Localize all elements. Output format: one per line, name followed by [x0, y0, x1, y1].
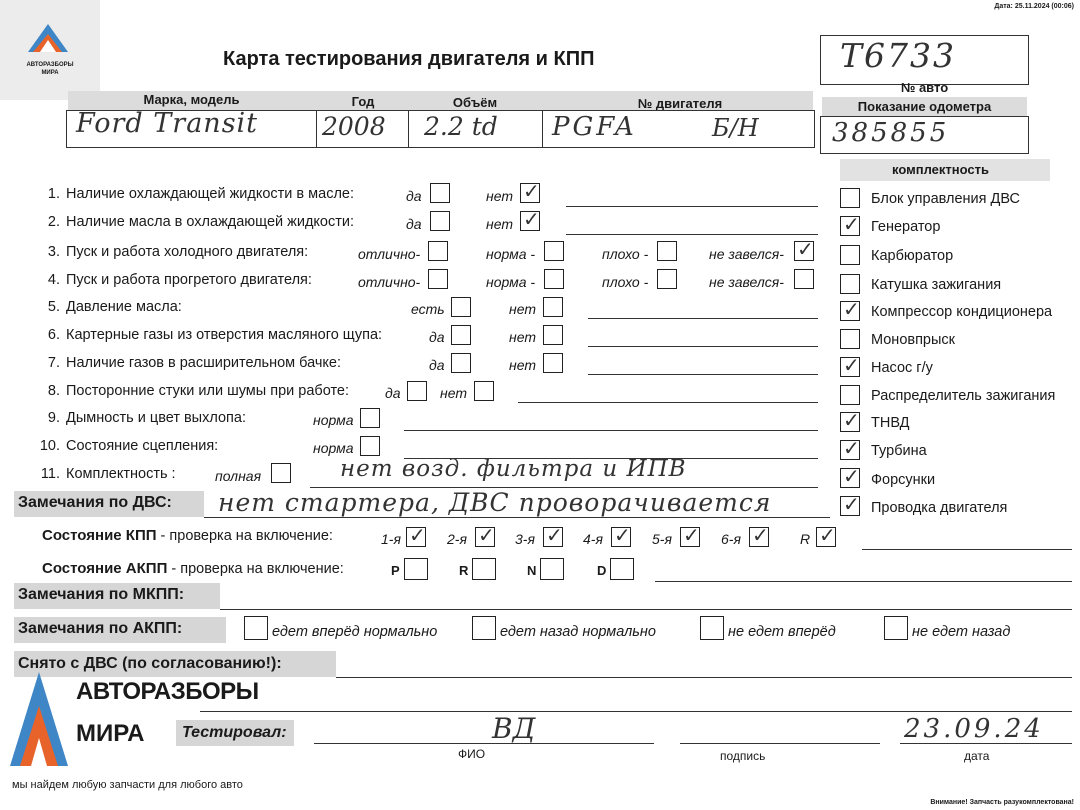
check-7-yes-box[interactable]	[451, 353, 471, 373]
auto-pos-label: N	[527, 563, 537, 578]
check-8-no-box[interactable]	[474, 381, 494, 401]
check-row-2	[36, 214, 354, 230]
engine-remarks-label: Замечания по ДВС:	[18, 494, 172, 511]
checkmark-icon: ✓	[523, 207, 540, 231]
akpp-forward-ok-box[interactable]	[244, 616, 268, 640]
component-label: ТНВД	[871, 415, 910, 431]
check-num: 4.	[47, 272, 60, 288]
check-row-5	[36, 299, 182, 315]
col-sep-3	[542, 110, 543, 148]
check-3-no-start-box[interactable]	[794, 237, 814, 261]
option-label: нет	[486, 216, 513, 232]
check-4-normal-box[interactable]	[544, 269, 564, 289]
check-row-11	[36, 466, 176, 482]
checkmark-icon: ✓	[843, 212, 860, 236]
check-text: Наличие охлаждающей жидкости в масле:	[66, 186, 354, 202]
col-sep-1	[316, 110, 317, 148]
volume-label: Объём	[452, 95, 498, 110]
option-label: нет	[486, 188, 513, 204]
removed-label: Снято с ДВС (по согласованию!):	[18, 655, 282, 672]
component-label: Проводка двигателя	[871, 500, 1008, 516]
check-2-no-box[interactable]	[520, 207, 540, 231]
check-1-no-box[interactable]	[520, 179, 540, 203]
option-label: нет	[509, 357, 536, 373]
akpp-option-label: едет назад нормально	[500, 624, 656, 640]
check-6-line	[588, 346, 818, 347]
signature-line	[680, 743, 880, 744]
check-8-yes-box[interactable]	[407, 381, 427, 401]
option-label: да	[429, 357, 445, 373]
completeness-label: комплектность	[892, 162, 989, 177]
component-box[interactable]	[840, 188, 860, 208]
page-title: Карта тестирования двигателя и КПП	[223, 48, 595, 70]
blank-line	[200, 711, 1072, 712]
component-label: Моновпрыск	[871, 332, 956, 348]
checkmark-icon: ✓	[797, 237, 814, 261]
akpp-option-label: не едет вперёд	[728, 624, 836, 640]
check-num: 1.	[47, 186, 60, 202]
check-num: 9.	[47, 410, 60, 426]
component-box[interactable]	[840, 212, 860, 236]
check-num: 7.	[47, 355, 60, 371]
check-text: Картерные газы из отверстия масляного щупа:	[66, 327, 383, 343]
option-label: есть	[411, 301, 445, 317]
akpp-no-backward-box[interactable]	[884, 616, 908, 640]
option-label: норма	[313, 412, 354, 428]
brand-line2: МИРА	[76, 720, 145, 747]
manual-gearbox-line	[862, 549, 1072, 550]
export-date: Дата: 25.11.2024 (00:06)	[994, 3, 1074, 10]
check-text: Пуск и работа прогретого двигателя:	[66, 272, 312, 288]
checkmark-icon: ✓	[843, 408, 860, 432]
component-box[interactable]	[840, 329, 860, 349]
removed-line	[336, 677, 1072, 678]
check-text: Посторонние стуки или шумы при работе:	[66, 383, 350, 399]
component-box[interactable]	[840, 274, 860, 294]
check-text: Наличие масла в охлаждающей жидкости:	[66, 214, 354, 230]
component-box[interactable]	[840, 436, 860, 460]
auto-gearbox-label	[42, 560, 344, 577]
option-label: отлично-	[358, 246, 421, 262]
auto-pos-label: R	[459, 563, 469, 578]
brand-logo-icon	[4, 666, 74, 770]
check-7-no-box[interactable]	[543, 353, 563, 373]
check-num: 5.	[47, 299, 60, 315]
component-box[interactable]	[840, 385, 860, 405]
year-label: Год	[351, 94, 375, 109]
gear-label: 3-я	[515, 531, 535, 547]
gear-box[interactable]	[475, 523, 495, 547]
check-10-normal-box[interactable]	[360, 436, 380, 456]
auto-pos-box[interactable]	[610, 558, 634, 580]
checkmark-icon: ✓	[752, 523, 769, 547]
component-label: Катушка зажигания	[871, 277, 1002, 293]
option-label: нет	[440, 385, 467, 401]
checkmark-icon: ✓	[843, 492, 860, 516]
auto-pos-label: P	[391, 563, 400, 578]
component-label: Распределитель зажигания	[871, 388, 1056, 404]
check-3-excellent-box[interactable]	[428, 241, 448, 261]
akpp-remarks-label: Замечания по АКПП:	[18, 620, 183, 637]
check-text: Наличие газов в расширительном бачке:	[66, 355, 342, 371]
component-box[interactable]	[840, 297, 860, 321]
option-label: да	[429, 329, 445, 345]
logo-small-icon	[0, 0, 100, 100]
gear-label: R	[800, 531, 811, 547]
option-label: да	[406, 216, 422, 232]
brand-line1: АВТОРАЗБОРЫ	[76, 678, 259, 705]
tested-fio-value: ВД	[492, 712, 536, 745]
gear-label: 1-я	[381, 531, 401, 547]
brand-slogan: мы найдем любую запчасти для любого авто	[12, 779, 243, 791]
odometer-value: 385855	[832, 118, 950, 148]
check-row-8	[36, 383, 349, 399]
akpp-option-label: не едет назад	[912, 624, 1011, 640]
check-num: 3.	[47, 244, 60, 260]
check-num: 8.	[47, 383, 60, 399]
check-row-9	[36, 410, 246, 426]
check-3-normal-box[interactable]	[544, 241, 564, 261]
volume-value: 2.2 td	[424, 112, 498, 141]
check-text: Дымность и цвет выхлопа:	[66, 410, 246, 426]
check-6-no-box[interactable]	[543, 325, 563, 345]
col-sep-2	[408, 110, 409, 148]
checkmark-icon: ✓	[843, 464, 860, 488]
component-label: Турбина	[871, 443, 927, 459]
check-2-yes-box[interactable]	[430, 211, 450, 231]
check-row-1	[36, 186, 354, 202]
check-num: 11.	[40, 466, 60, 482]
check-row-4	[36, 272, 312, 288]
gear-box[interactable]	[543, 523, 563, 547]
checkmark-icon: ✓	[819, 523, 836, 547]
mkpp-remarks-label: Замечания по МКПП:	[18, 586, 185, 603]
option-label: плохо -	[602, 274, 649, 290]
check-1-line	[566, 206, 818, 207]
engine-remarks-line	[204, 517, 830, 518]
checkmark-icon: ✓	[843, 436, 860, 460]
check-5-yes-box[interactable]	[451, 297, 471, 317]
check-3-bad-box[interactable]	[657, 241, 677, 261]
option-label: не завелся-	[709, 274, 784, 290]
checkmark-icon: ✓	[409, 523, 426, 547]
option-label: да	[406, 188, 422, 204]
year-value: 2008	[322, 112, 386, 141]
option-label: плохо -	[602, 246, 649, 262]
check-9-line	[404, 430, 818, 431]
check-7-line	[588, 374, 818, 375]
auto-gearbox-line	[655, 581, 1072, 582]
check-text: Комплектность :	[66, 466, 176, 482]
check-4-bad-box[interactable]	[657, 269, 677, 289]
auto-pos-box[interactable]	[472, 558, 496, 580]
check-row-10	[36, 438, 218, 454]
component-box[interactable]	[840, 245, 860, 265]
check-4-excellent-box[interactable]	[428, 269, 448, 289]
odometer-label: Показание одометра	[857, 99, 992, 114]
fio-caption: ФИО	[458, 747, 486, 761]
gear-box[interactable]	[749, 523, 769, 547]
check-9-normal-box[interactable]	[360, 408, 380, 428]
logo-small-line1: АВТОРАЗБОРЫ	[26, 62, 74, 68]
check-5-no-box[interactable]	[543, 297, 563, 317]
component-box[interactable]	[840, 464, 860, 488]
check-text: Состояние сцепления:	[66, 438, 219, 454]
check-text: Давление масла:	[66, 299, 182, 315]
option-label: норма	[313, 440, 354, 456]
logo-small	[0, 0, 100, 100]
option-label: отлично-	[358, 274, 421, 290]
car-number-label: № авто	[900, 80, 949, 95]
fio-line	[314, 743, 654, 744]
component-label: Компрессор кондиционера	[871, 304, 1053, 320]
logo-small-line2: МИРА	[41, 70, 59, 76]
gear-box[interactable]	[816, 523, 836, 547]
check-8-line	[518, 402, 818, 403]
check-row-6	[36, 327, 382, 343]
option-label: нет	[509, 329, 536, 345]
signature-caption: подпись	[720, 749, 766, 763]
auto-gearbox-sub: - проверка на включение:	[167, 561, 344, 577]
engine-extra-value: Б/Н	[712, 114, 759, 142]
option-label: норма -	[486, 274, 536, 290]
check-5-line	[588, 318, 818, 319]
option-label: да	[385, 385, 401, 401]
component-label: Генератор	[871, 219, 941, 235]
manual-gearbox-label	[42, 527, 333, 544]
component-box[interactable]	[840, 492, 860, 516]
check-num: 10.	[39, 438, 60, 454]
auto-gearbox-title: Состояние АКПП	[42, 560, 168, 577]
check-2-line	[566, 234, 818, 235]
completeness-note: нет возд. фильтра и ИПВ	[340, 456, 687, 482]
make-model-value: Ford Transit	[76, 108, 259, 139]
check-1-yes-box[interactable]	[430, 183, 450, 203]
gear-label: 4-я	[583, 531, 603, 547]
checkmark-icon: ✓	[843, 297, 860, 321]
auto-pos-box[interactable]	[404, 558, 428, 580]
akpp-backward-ok-box[interactable]	[472, 616, 496, 640]
engine-no-label: № двигателя	[637, 96, 723, 111]
check-6-yes-box[interactable]	[451, 325, 471, 345]
check-row-7	[36, 355, 341, 371]
gear-label: 2-я	[447, 531, 467, 547]
akpp-no-forward-box[interactable]	[700, 616, 724, 640]
make-model-label: Марка, модель	[143, 92, 240, 107]
component-label: Насос г/у	[871, 360, 933, 376]
option-label: норма -	[486, 246, 536, 262]
manual-gearbox-sub: - проверка на включение:	[156, 528, 333, 544]
gear-box[interactable]	[406, 523, 426, 547]
component-label: Форсунки	[871, 472, 936, 488]
checkmark-icon: ✓	[546, 523, 563, 547]
date-line	[900, 743, 1072, 744]
option-label: не завелся-	[709, 246, 784, 262]
check-num: 2.	[47, 214, 60, 230]
check-4-no-start-box[interactable]	[794, 269, 814, 289]
auto-pos-label: D	[597, 563, 607, 578]
option-label: нет	[509, 301, 536, 317]
gear-label: 6-я	[721, 531, 741, 547]
checkmark-icon: ✓	[614, 523, 631, 547]
component-label: Карбюратор	[871, 248, 954, 264]
component-box[interactable]	[840, 353, 860, 377]
check-text: Пуск и работа холодного двигателя:	[66, 244, 309, 260]
footer-note: Внимание! Запчасть разукомплектована!	[930, 799, 1074, 806]
engine-remarks-value: нет стартера, ДВС проворачивается	[218, 488, 772, 517]
car-number-value: T6733	[840, 36, 956, 75]
tested-label: Тестировал:	[182, 724, 287, 741]
manual-gearbox-title: Состояние КПП	[42, 527, 157, 544]
mkpp-remarks-line	[220, 609, 1072, 610]
check-num: 6.	[47, 327, 60, 343]
gear-label: 5-я	[652, 531, 672, 547]
component-box[interactable]	[840, 408, 860, 432]
component-label: Блок управления ДВС	[871, 191, 1021, 207]
engine-no-value: PGFA	[552, 112, 637, 142]
checkmark-icon: ✓	[843, 353, 860, 377]
gear-box[interactable]	[611, 523, 631, 547]
auto-pos-box[interactable]	[540, 558, 564, 580]
checkmark-icon: ✓	[478, 523, 495, 547]
tested-date-value: 23.09.24	[904, 714, 1044, 744]
check-row-3	[36, 244, 308, 260]
date-caption: дата	[964, 749, 990, 763]
check-11-full-box[interactable]	[271, 463, 291, 483]
akpp-option-label: едет вперёд нормально	[272, 624, 438, 640]
checkmark-icon: ✓	[683, 523, 700, 547]
option-label: полная	[215, 468, 262, 484]
checkmark-icon: ✓	[523, 179, 540, 203]
gear-box[interactable]	[680, 523, 700, 547]
